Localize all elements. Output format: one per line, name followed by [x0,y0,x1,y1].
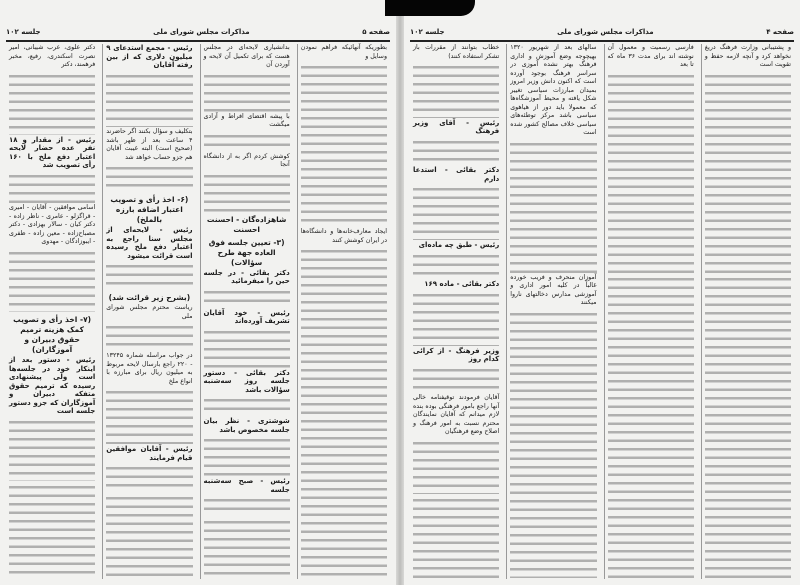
printed-text-lines [705,72,791,274]
speaker-paragraph: دکتر بقائی - در جلسه حین را میفرمائید [203,268,290,285]
printed-text-lines [106,262,192,290]
speaker-paragraph: رئیس - از مقدار و ۱۸ نفر عده حضار لایحه اعتبار دفع ملخ با ۱۶۰ رأی تصویب شد [9,135,96,170]
text-column [297,44,390,579]
paragraph: دکتر علوی، عرب شیبانی، امیر نصرت اسکندری، رفیع، مخبر فرهمند، دکتر [9,44,96,68]
printed-text-lines [204,436,290,476]
printed-text-lines [204,518,290,578]
paragraph: بطوریکه آنهائیکه فراهم نمودن وسایل و [300,44,387,60]
paragraph: با پیشه اقتضای افراط و آزادی میگشت [203,112,290,128]
printed-text-lines [204,328,290,368]
text-column [506,44,599,579]
paragraph: سالهای بعد از شهریور ۱۳۲۰ بهیچوجه وضع آموزش و اداری فرهنگ بهتر نشده آموزی در سراسر فرهنگ بوجود آورده است که اکنون دانش وزیر امروز بمیدان مبارزات سیاسی تغییر شکل یافته و محیط آموزشگاه‌ها که معمولا باید دور از هیاهوی سیاسی باشد مرکز توطئه‌های سیاسی خلاف مصالح کشور شده است [510,44,597,136]
printed-text-lines [413,185,499,240]
text-column [6,44,98,579]
paragraph: و پشتیبانی وزارت فرهنگ دریغ نخواهد کرد و آنچه لازمه حفظ و تقویت است [704,44,791,68]
paragraph: آقایان فرمودند توقیفنامه خالی آنها راجع بامور فرهنگی بوده بنده لازم میدانم که آقایان نمایندگان محترم نسبت به امور فرهنگ و اصلاح وضع فرهنگیان [413,394,500,436]
text-column [604,44,697,579]
section-heading: (۷- اخذ رأی و تصویب کمک هزینه ترمیم حقوق دبیران و آموزگاران) [13,315,92,355]
paragraph: در جواب مراسله شماره ۱۳۲۴۵ - ۲۲۰ راجع بارسال لایحه مربوط به میلیون ریال برای مبارزه با انواع ملخ [106,352,193,385]
speaker-paragraph: رئیس - دستور بعد از اینکار خود در جلسه‌ها است ولی پیشنهادی رسیده که ترمیم حقوق متفکه دبیران و آموزگاران که جزو دستور جلسه است [9,356,96,416]
printed-text-lines [106,494,192,578]
text-columns [6,44,390,579]
paragraph: بدانشیاری لایحه‌ای در مجلس هست که برای تکمیل آن لایحه و آوردن آن [203,44,290,68]
printed-text-lines [301,247,387,329]
text-column [200,44,293,579]
speaker-paragraph: رئیس - آقایان موافقین قیام فرمایند [106,445,193,462]
printed-text-lines [413,291,499,346]
printed-text-lines [106,323,192,351]
printed-text-lines [204,132,290,152]
paragraph: ایجاد معارف‌خانه‌ها و دانشگاه‌ها در ایران کوشش کنند [300,228,387,244]
printed-text-lines [413,366,499,393]
text-column [102,44,195,579]
speaker-paragraph: دکتر بقائی - ماده ۱۶۹ [424,280,500,289]
page-number: صفحه ۴ [766,28,794,36]
section-heading: (بشرح زیر قرائت شد) [108,293,191,303]
printed-text-lines [413,63,499,118]
page-header [410,26,794,42]
printed-text-lines [510,140,596,273]
printed-text-lines [510,378,596,578]
section-heading: (۳- تعیین جلسه فوق العاده جهة طرح سؤالات) [208,237,285,267]
text-column [410,44,502,579]
speaker-paragraph: دکتر بقائی - دستور جلسه روز سه‌شنبه سؤالات باشد [203,368,290,394]
printed-text-lines [204,72,290,112]
page-number: صفحه ۵ [362,28,390,36]
section-heading: (۶- اخذ رأی و تصویب اعتبار اضافه بارزه بالملخ) [110,195,189,225]
printed-text-lines [9,172,95,204]
text-columns [410,44,794,579]
publication-title: مذاکرات مجلس شورای ملی [153,28,250,36]
printed-text-lines [705,275,791,578]
speaker-paragraph: وزیر فرهنگ - از کرائی کدام روز [413,346,500,364]
page-fold [396,0,404,585]
printed-text-lines [9,483,95,578]
session-number: جلسه ۱۰۲ [6,28,41,36]
left-page [0,0,396,585]
speaker-paragraph: رئیس - خود آقایان تشریف آورده‌اند [203,308,290,325]
speaker-paragraph: رئیس - آقای وزیر فرهنگ [413,118,500,136]
paragraph: اسامی موافقین - آقایان - امیری - قراگزلو - عامری - ناظر زاده - دکتر کیان - سالار بهزادی - دکتر مصباح‌زاده - معین زاده - ظفری - ایبوزادگان - مهدوی [9,204,96,246]
printed-text-lines [106,72,192,128]
printed-text-lines [510,310,596,377]
speaker-paragraph: رئیس - مجمع استدعای ۹ میلیون دلاری که از بین رفته آقایان [106,44,193,69]
publication-title: مذاکرات مجلس شورای ملی [557,28,654,36]
printed-text-lines [204,396,290,416]
printed-text-lines [9,249,95,312]
printed-text-lines [9,72,95,135]
paragraph: خطاب بتوانند از مقررات باز تشکر استفاده کنند) [413,44,500,60]
speaker-paragraph: رئیس - صبح سه‌شنبه جلسه [203,477,290,494]
session-number: جلسه ۱۰۲ [410,28,445,36]
paragraph: آموزان منحرف و فریب خورده غالباً در کلیه امور اداری و آموزشی مدارس دخالتهای ناروا میکنند [510,273,597,307]
paragraph: فارسی رسمیت و معمول آن نوشته اند برای مدت ۳۶ ماه که تا بعد [607,44,694,68]
printed-text-lines [204,496,290,516]
printed-text-lines [413,252,499,279]
speaker-paragraph: شوشتری - نظر بیان جلسه مخصوص باشد [203,417,290,434]
printed-text-lines [608,72,694,274]
printed-text-lines [106,164,192,192]
paragraph: ریاست محترم مجلس شورای ملی [106,304,193,320]
page-header [6,26,390,42]
right-page [404,0,800,585]
printed-text-lines [204,172,290,212]
printed-text-lines [608,275,694,578]
printed-text-lines [204,288,290,308]
printed-text-lines [413,138,499,165]
text-column [701,44,794,579]
scan-dark-corner [385,0,475,16]
printed-text-lines [106,464,192,492]
printed-text-lines [106,388,192,444]
printed-text-lines [301,63,387,227]
printed-text-lines [413,439,499,494]
paragraph: بتکلیف و سؤال بکنند اگر حاضرند ۴ ساعت بعد از ظهر باشد (صحیح است) البته غیبت آقایان هم جزو حساب خواهد شد [106,128,193,161]
printed-text-lines [9,418,95,481]
section-heading: شاهزاده‌گان - احسنت احسنت [206,214,287,234]
speaker-paragraph: رئیس - طبق چه ماده‌ای [418,241,500,250]
printed-text-lines [413,496,499,578]
speaker-paragraph: دکتر بقائی - استدعا دارم [413,166,500,183]
printed-text-lines [301,332,387,579]
speaker-paragraph: رئیس - لایحه‌ای از مجلس سنا راجع به اعتبار دفع ملخ رسیده است قرائت میشود [106,226,193,260]
paragraph: کوشش کردم اگر به از دانشگاه آنجا [203,152,290,168]
